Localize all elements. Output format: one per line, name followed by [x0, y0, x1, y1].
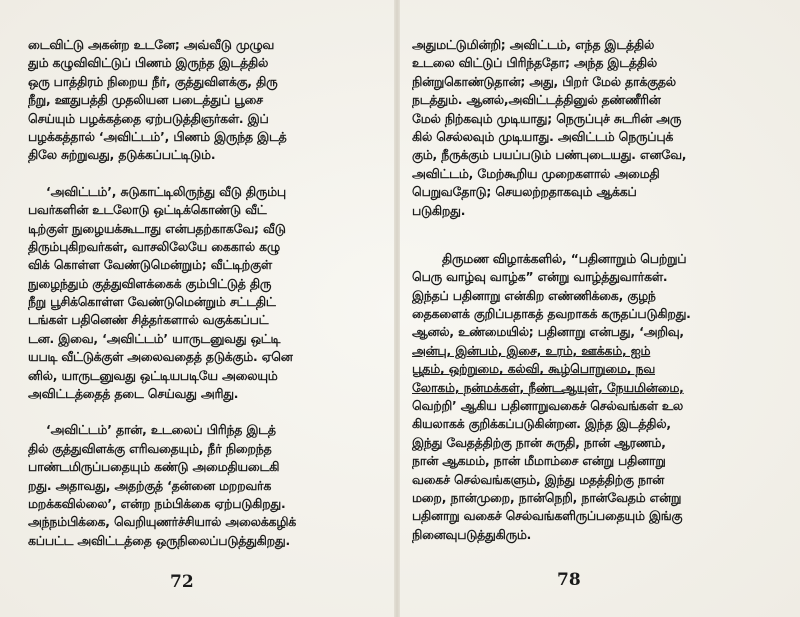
text-line: நான் ஆகமம், நான் மீமாம்சை என்று பதினாறு	[412, 454, 666, 469]
text-line: பூதம், ஒற்றுமை, கல்வி, கூழ்பொறுமை, நவ	[412, 362, 656, 377]
text-line: பதினாறு வகைச் செல்வங்களிருப்பதையும் இங்கு	[412, 509, 683, 524]
text-line: இந்து வேதத்திற்கு நான் சுருதி, நான் ஆரணம்,	[412, 435, 666, 450]
text-line: அந்நம்பிக்கை, வெறியுணர்ச்சியால் அலைக்கழிக்	[28, 515, 297, 530]
text-line: னில், யாருடனுவது ஒட்டியபடியே அலையும்	[28, 368, 278, 383]
text-line: லோகம், நன்மக்கள், நீண்டஆயுள், நேயமின்மை,	[412, 380, 684, 395]
text-line: இந்தப் பதினாறு என்கிற எண்ணிக்கை, குழந்	[412, 288, 656, 303]
text-line: டைவிட்டு அகன்ற உடனே; அவ்வீடு முழுவ	[28, 38, 275, 52]
text-line: தும் கழுவிவிட்டுப் பிணம் இருந்த இடத்தில்	[28, 56, 269, 71]
text-line: பழக்கத்தால் ‘அவிட்டம்’, பிணம் இருந்த இடத்	[28, 129, 287, 144]
text-line: நடத்தும். ஆனல்,அவிட்டத்தினுல் தண்ணீரின்	[412, 93, 661, 108]
text-line: ‘அவிட்டம்’, சுடுகாட்டிலிருந்து வீடு திரும்பு	[46, 184, 286, 199]
text-line: பவர்களின் உடலோடு ஒட்டிக்கொண்டு வீட்	[28, 203, 267, 218]
text-line: கப்பட்ட அவிட்டத்தை ஒருநிலைப்படுத்துகிறது.	[28, 533, 291, 548]
text-line: தில் குத்துவிளக்கு எரிவதையும், நீர் நிறைந்த	[28, 441, 272, 456]
text-line: மேல் நிற்கவும் முடியாது; நெருப்புச் சுடரின் அரு	[412, 111, 682, 126]
text-line: திலே சுற்றுவது, தடுக்கப்பட்டிடும்.	[28, 148, 216, 163]
book-gutter	[394, 0, 400, 617]
text-line: மறை, நான்முறை, நான்நெறி, நான்வேதம் என்று	[412, 490, 682, 505]
text-line: கியலாகக் குறிக்கப்படுகின்றன. இந்த இடத்தில்,	[412, 417, 671, 432]
text-line: அவிட்டம், மேற்கூறிய முறைகளால் அமைதி	[412, 166, 660, 181]
paragraph	[28, 421, 380, 550]
text-line: அன்பு, இன்பம், இசை, உரம், ஊக்கம், ஐம்	[412, 343, 651, 358]
text-line: நினைவுபடுத்துகிரும்.	[412, 527, 532, 542]
text-line: நின்றுகொண்டுதான்; அது, பிறர் மேல் தாக்குதல்	[412, 74, 676, 89]
text-line: நீறு, ஊதுபத்தி முதலியன படைத்துப் பூசை	[28, 93, 263, 108]
text-line: கில் செல்லவும் முடியாது. அவிட்டம் நெருப்புக்	[412, 129, 674, 144]
text-line: உடலை விட்டுப் பிரிந்ததோ; அந்த இடத்தில்	[412, 56, 657, 71]
text-line: டன. இவை, ‘அவிட்டம்’ யாருடனுவது ஒட்டி	[28, 331, 281, 346]
paragraph	[412, 36, 772, 220]
paragraph	[28, 36, 380, 165]
text-line: திருமண விழாக்களில், “பதினாறும் பெற்றுப்	[442, 251, 687, 266]
text-line: விக் கொள்ள வேண்டுமென்றும்; வீட்டிற்குள்	[28, 258, 272, 273]
text-line: றது. அதாவது, அதற்குத் ‘தன்னை மறறவர்க	[28, 478, 272, 493]
text-line: தைகளைக் குறிப்பதாகத் தவறாகக் கருதப்படுகிறது.	[412, 307, 691, 322]
text-line: மறக்கவில்லை’, என்ற நம்பிக்கை ஏற்படுகிறது.	[28, 496, 286, 511]
paragraph	[28, 183, 380, 404]
text-line: அவிட்டத்தைத் தடை செய்வது அரிது.	[28, 387, 239, 402]
text-line: வெற்றி’ ஆகிய பதினாறுவகைச் செல்வங்கள் உல	[412, 399, 684, 414]
left-page	[28, 36, 380, 550]
text-line: ஆனல், உண்மையில்; பதினாறு என்பது, ‘அறிவு,	[412, 325, 684, 340]
paragraph	[412, 250, 772, 544]
text-line: பெரு வாழ்வு வாழ்க” என்று வாழ்த்துவார்கள்.	[412, 270, 668, 285]
text-line: கும், நீருக்கும் பயப்படும் பண்புடையது. எனவே,	[412, 148, 687, 163]
page-number-right: 78	[557, 570, 581, 590]
text-line: செய்யும் பழக்கத்தை ஏற்படுத்திஞர்கள். இப்	[28, 111, 269, 126]
right-page	[412, 36, 772, 544]
text-line: ‘அவிட்டம்’ தான், உடலைப் பிரிந்த இடத்	[46, 423, 276, 438]
text-line: ஒரு பாத்திரம் நிறைய நீர், குத்துவிளக்கு, திரு	[28, 74, 278, 89]
text-line: படுகிறது.	[412, 203, 466, 218]
text-line: அதுமட்டுமின்றி; அவிட்டம், எந்த இடத்தில்	[412, 38, 655, 52]
text-line: வகைச் செல்வங்களும், இந்து மதத்திற்கு நான்	[412, 472, 664, 487]
text-line: யபடி வீட்டுக்குள் அலைவதைத் தடுக்கும். ஏனெ	[28, 350, 293, 365]
text-line: பாண்டமிருப்பதையும் கண்டு அமைதியடைகி	[28, 460, 280, 475]
text-line: நீறு பூசிக்கொள்ள வேண்டுமென்றும் சட்டதிட்	[28, 295, 276, 310]
page-number-left: 72	[170, 572, 194, 592]
text-line: திரும்புகிறவர்கள், வாசலிலேயே கைகால் கழு	[28, 239, 280, 254]
text-line: நுழைந்தும் குத்துவிளக்கைக் கும்பிட்டுத் திரு	[28, 276, 272, 291]
text-line: டங்கள் பதினெண் சித்தர்களால் வகுக்கப்பட்	[28, 313, 269, 328]
text-line: பெறுவதோடு; செயலற்றதாகவும் ஆக்கப்	[412, 185, 637, 200]
text-line: டிற்குள் நுழையக்கூடாது என்பதற்காகவே; வீடு	[28, 221, 286, 236]
